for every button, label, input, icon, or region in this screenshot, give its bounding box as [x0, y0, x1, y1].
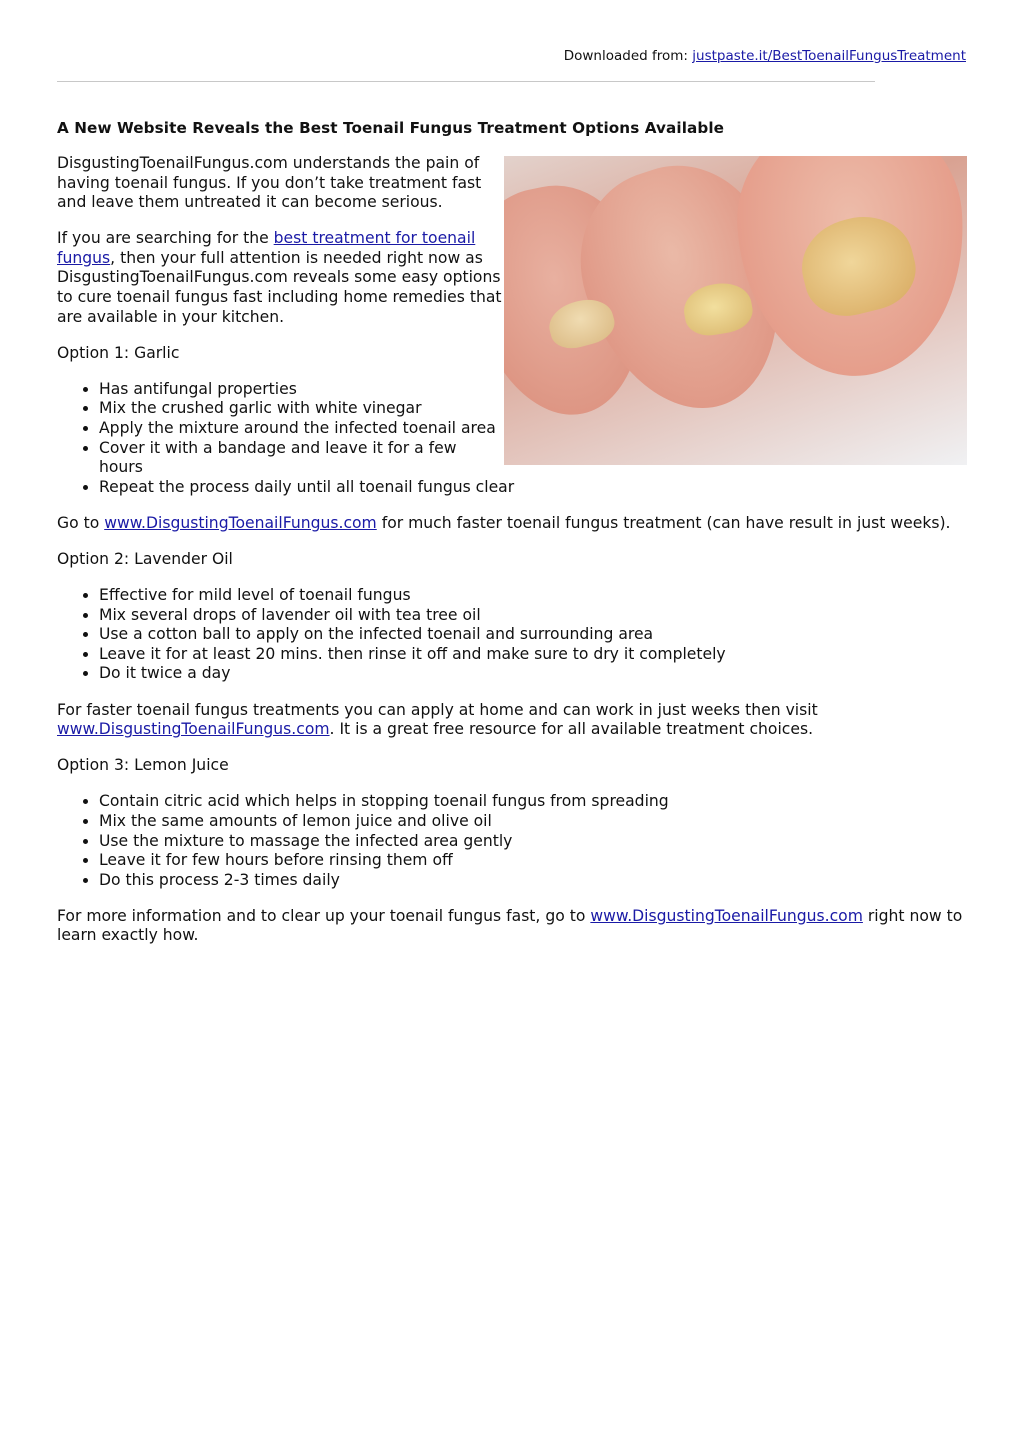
list-item: • Mix the same amounts of lemon juice and olive oil [99, 812, 967, 832]
cta1-paragraph [57, 514, 967, 534]
list-item: • Mix several drops of lavender oil with tea tree oil [99, 606, 967, 626]
list-item: • Leave it for few hours before rinsing them off [99, 851, 967, 871]
option3-heading: Option 3: Lemon Juice [57, 756, 229, 775]
site-link-1[interactable]: www.DisgustingToenailFungus.com [104, 513, 377, 532]
source-line [564, 48, 966, 64]
list-item: • Use a cotton ball to apply on the infected toenail and surrounding area [99, 625, 967, 645]
list-item: • Do this process 2-3 times daily [99, 871, 967, 891]
intro-paragraph: DisgustingToenailFungus.com understands the pain of having toenail fungus. If you don’t take treatment fast and leave them untreated it can become serious. [57, 154, 482, 212]
para-text: , then your full attention is needed right now as DisgustingToenailFungus.com reveals some easy options to cure toenail fungus fast including home remedies that are available in your kitchen. [57, 248, 502, 326]
para-text: right now to learn exactly how. [57, 906, 963, 945]
list-item: • Cover it with a bandage and leave it for a few hours [99, 439, 967, 478]
option1-heading: Option 1: Garlic [57, 343, 180, 362]
toenail-fungus-photo [504, 156, 967, 465]
article [57, 118, 967, 963]
para-text: Go to [57, 513, 105, 532]
para-text: If you are searching for the [57, 229, 274, 248]
site-link-2[interactable]: www.DisgustingToenailFungus.com [57, 720, 330, 739]
list-item: • Contain citric acid which helps in stopping toenail fungus from spreading [99, 792, 967, 812]
option2-list [57, 586, 967, 684]
list-item: • Has antifungal properties [99, 380, 967, 400]
para-text: . It is a great free resource for all available treatment choices. [329, 720, 814, 739]
cta2-paragraph [57, 701, 967, 740]
list-item: • Apply the mixture around the infected toenail area [99, 419, 967, 439]
header-divider [57, 81, 875, 82]
list-item: • Mix the crushed garlic with white vinegar [99, 399, 967, 419]
cta3-paragraph [57, 907, 967, 946]
list-item: • Repeat the process daily until all toenail fungus clear [99, 478, 967, 498]
list-item: • Use the mixture to massage the infected area gently [99, 832, 967, 852]
site-link-3[interactable]: www.DisgustingToenailFungus.com [590, 906, 863, 925]
list-item: • Effective for mild level of toenail fungus [99, 586, 967, 606]
list-item: • Leave it for at least 20 mins. then rinse it off and make sure to dry it completely [99, 645, 967, 665]
option2-heading: Option 2: Lavender Oil [57, 550, 233, 568]
best-treatment-link[interactable]: best treatment for toenail fungus [57, 229, 476, 267]
source-link[interactable]: justpaste.it/BestToenailFungusTreatment [692, 48, 966, 64]
option3-list [57, 792, 967, 890]
para-text: For faster toenail fungus treatments you can apply at home and can work in just weeks then visit [57, 700, 818, 719]
source-prefix: Downloaded from: [563, 48, 688, 64]
para-text: For more information and to clear up your toenail fungus fast, go to [57, 906, 591, 925]
article-title: A New Website Reveals the Best Toenail Fungus Treatment Options Available [57, 119, 725, 137]
list-item: • Do it twice a day [99, 664, 967, 684]
para-text: for much faster toenail fungus treatment (can have result in just weeks). [376, 513, 951, 532]
